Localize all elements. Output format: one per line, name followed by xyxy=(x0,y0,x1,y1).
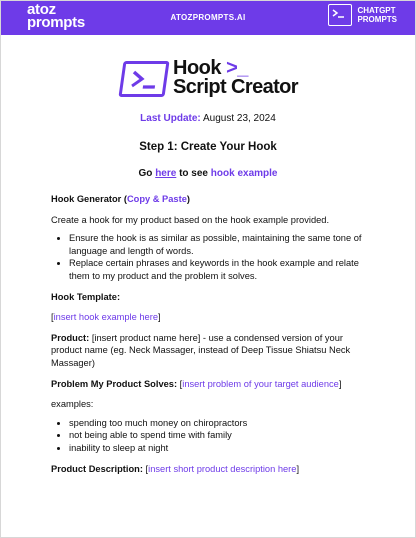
bracket-open: [ xyxy=(51,312,54,323)
product-label: Product: xyxy=(51,332,90,343)
problem-placeholder: insert problem of your target audience xyxy=(182,378,339,389)
logo-cursor: >_ xyxy=(226,57,248,79)
product-text: [insert product name here] - use a condensed version of your product name (eg. Neck Massager, instead of Deep Tissue Shiatsu Neck Massager) xyxy=(51,332,351,368)
badge-line-2: PROMPTS xyxy=(357,15,397,24)
bracket-open: [ xyxy=(179,378,183,389)
badge-line-1: CHATGPT xyxy=(357,6,396,15)
problem-label: Problem My Product Solves: xyxy=(51,378,178,389)
hook-generator-title-end: ) xyxy=(186,194,190,204)
bracket-open: [ xyxy=(145,463,149,474)
prompt-icon xyxy=(118,61,169,97)
hook-generator-title: Hook Generator ( xyxy=(51,194,127,204)
bracket-close: ] xyxy=(296,463,300,474)
bracket-close: ] xyxy=(157,312,161,323)
hook-example-placeholder: insert hook example here xyxy=(53,312,158,323)
hook-template-placeholder xyxy=(51,311,367,324)
header-bar xyxy=(1,1,415,35)
product-line xyxy=(51,332,367,370)
generator-bullet: • Replace certain phrases and keywords in the hook example and relate them to my product and the problem it solves. xyxy=(69,257,367,282)
brand-line-1: atoz xyxy=(27,1,56,18)
hook-generator-heading xyxy=(51,193,367,206)
last-update-label: Last Update: xyxy=(140,113,201,124)
example-item: • not being able to spend time with family xyxy=(69,429,367,442)
here-link[interactable]: here xyxy=(155,168,177,179)
description-label: Product Description: xyxy=(51,463,143,474)
site-url[interactable]: ATOZPROMPTS.AI xyxy=(170,13,246,22)
hook-template-heading: Hook Template: xyxy=(51,291,121,302)
go-text: Go xyxy=(138,168,153,179)
problem-line xyxy=(51,378,367,391)
logo-word-hook: Hook xyxy=(173,57,221,79)
description-line xyxy=(51,463,367,476)
to-see-text: to see xyxy=(179,168,208,179)
examples-label: examples: xyxy=(51,399,94,410)
brand-line-2: prompts xyxy=(27,14,85,31)
copy-paste-label: Copy & Paste xyxy=(126,194,187,204)
generator-intro: Create a hook for my product based on the hook example provided. xyxy=(51,214,330,225)
example-item: • spending too much money on chiropractors xyxy=(69,417,367,430)
bracket-close: ] xyxy=(338,378,342,389)
chatgpt-badge[interactable] xyxy=(328,4,397,26)
logo-title-line-2: Script Creator xyxy=(173,76,298,98)
examples-list xyxy=(51,417,367,455)
hook-example-link[interactable]: hook example xyxy=(210,168,278,179)
prompt-body xyxy=(51,193,367,475)
hook-script-creator-logo xyxy=(121,59,301,103)
last-update xyxy=(1,113,415,124)
generator-bullets xyxy=(51,232,367,282)
step-title: Step 1: Create Your Hook xyxy=(139,141,277,153)
hook-example-line xyxy=(1,168,415,179)
last-update-date: August 23, 2024 xyxy=(202,113,276,124)
generator-bullet: • Ensure the hook is as similar as possible, maintaining the same tone of language and length of words. xyxy=(69,232,367,257)
example-item: • inability to sleep at night xyxy=(69,442,367,455)
description-placeholder: insert short product description here xyxy=(148,463,297,474)
terminal-icon xyxy=(328,4,352,26)
